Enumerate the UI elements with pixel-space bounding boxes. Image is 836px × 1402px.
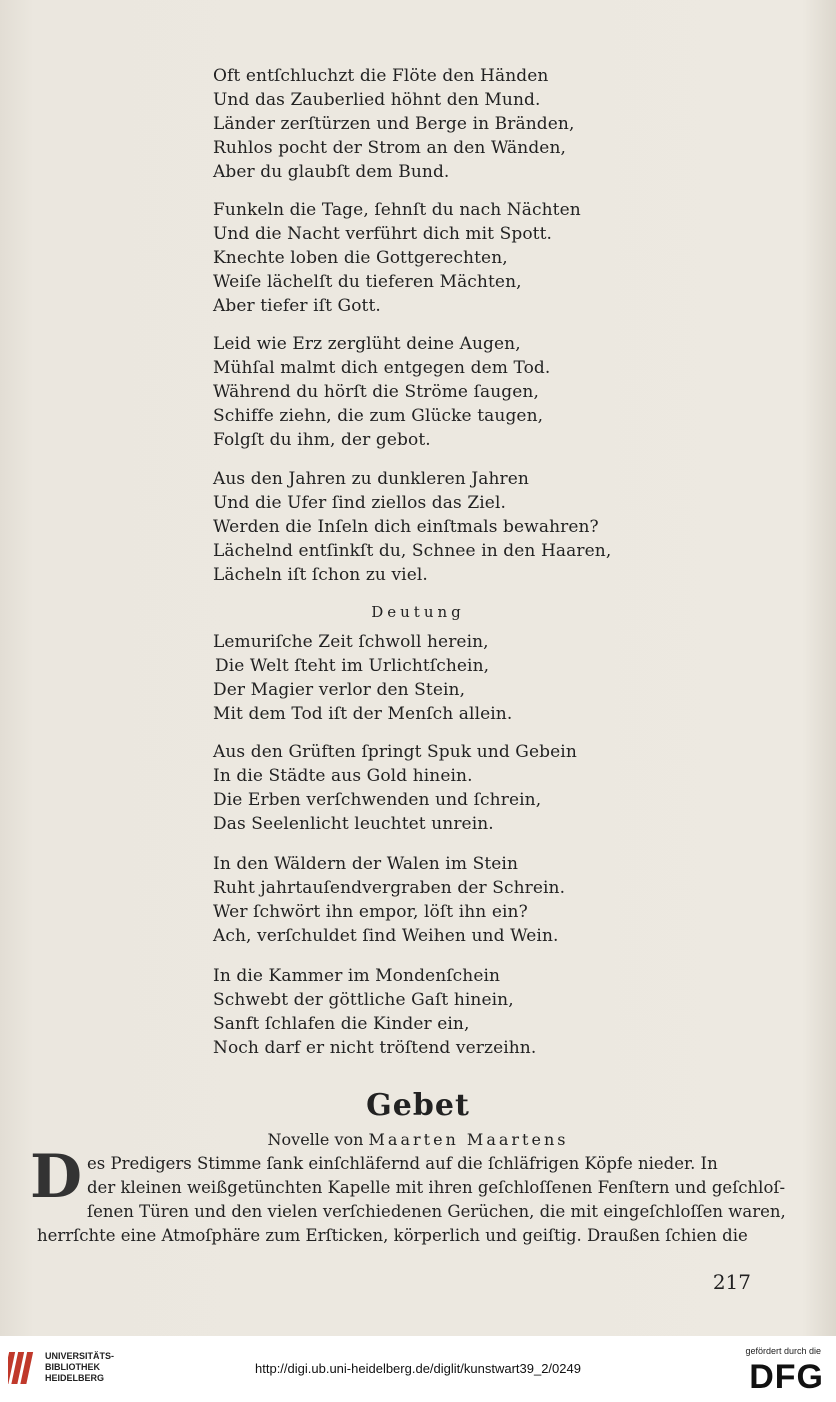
poem-line: Lächelnd entſinkſt du, Schnee in den Haaren, [213,541,612,561]
story-body [37,1152,786,1248]
poem-line: Lemuriſche Zeit ſchwoll herein, [213,632,489,652]
library-line: UNIVERSITÄTS- [45,1351,115,1361]
footer-bar [0,1336,836,1402]
poem-line: Schiffe ziehn, die zum Glücke taugen, [213,406,544,426]
deutung-stanza-3 [213,852,565,948]
poem-line: Aus den Jahren zu dunkleren Jahren [213,469,529,489]
deutung-stanza-4 [213,964,536,1060]
poem-line: Folgſt du ihm, der gebot. [213,430,431,450]
poem-line: Lächeln iſt ſchon zu viel. [213,565,428,585]
poem-line: Leid wie Erz zerglüht deine Augen, [213,334,521,354]
poem-line: Und die Ufer ſind ziellos das Ziel. [213,493,507,513]
drop-cap: D [30,1142,83,1212]
poem-line: Aber du glaubſt dem Bund. [213,162,450,182]
poem-line: Die Erben verſchwenden und ſchrein, [213,790,542,810]
poem-line: Schwebt der göttliche Gaſt hinein, [213,990,514,1010]
prose-line: ſenen Türen und den vielen verſchiedenen Gerüchen, die mit eingeſchloſſen waren, [87,1202,786,1221]
poem-stanza-1 [213,64,574,184]
poem-line: Sanft ſchlafen die Kinder ein, [213,1014,470,1034]
dfg-logo: DFG [749,1358,824,1396]
prose-line: es Predigers Stimme ſank einſchläfernd auf die ſchläfrigen Köpfe nieder. In [87,1154,718,1173]
poem-line: Ruhlos pocht der Strom an den Wänden, [213,138,567,158]
deutung-stanza-2 [213,740,577,836]
poem-line: Weiſe lächelſt du tieferen Mächten, [213,272,522,292]
poem-line: Werden die Inſeln dich einſtmals bewahren? [213,517,599,537]
poem-line: Mit dem Tod iſt der Menſch allein. [213,704,513,724]
poem-stanza-4 [213,467,611,587]
poem-line: Oft entſchluchzt die Flöte den Händen [213,66,549,86]
subtitle-prefix: Novelle von [267,1130,364,1149]
funded-by-label: gefördert durch die [745,1346,821,1356]
poem-line: Während du hörſt die Ströme ſaugen, [213,382,539,402]
poem-line: In die Städte aus Gold hinein. [213,766,473,786]
poem-stanza-3 [213,332,550,452]
poem-line: In den Wäldern der Walen im Stein [213,854,518,874]
deutung-heading: Deutung [371,603,465,621]
poem-line: Ach, verſchuldet ſind Weihen und Wein. [213,926,559,946]
deutung-stanza-1 [213,630,512,726]
prose-line: der kleinen weißgetünchten Kapelle mit ihren geſchloſſenen Fenſtern und geſchloſ- [87,1178,786,1197]
story-title: Gebet [366,1088,470,1123]
poem-line: In die Kammer im Mondenſchein [213,966,501,986]
prose-line: herrſchte eine Atmoſphäre zum Erſticken, körperlich und geiſtig. Draußen ſchien die [37,1226,748,1245]
poem-line: Das Seelenlicht leuchtet unrein. [213,814,494,834]
poem-line: Länder zerſtürzen und Berge in Bränden, [213,114,575,134]
library-line: BIBLIOTHEK [45,1362,100,1372]
poem-line: Ruht jahrtauſendvergraben der Schrein. [213,878,566,898]
poem-line: Und das Zauberlied höhnt den Mund. [213,90,541,110]
library-line: HEIDELBERG [45,1373,105,1383]
poem-line: Noch darf er nicht tröſtend verzeihn. [213,1038,537,1058]
poem-line: Mühſal malmt dich entgegen dem Tod. [213,358,551,378]
poem-line: Wer ſchwört ihn empor, löſt ihn ein? [213,902,528,922]
poem-line: Knechte loben die Gottgerechten, [213,248,508,268]
poem-line: Funkeln die Tage, ſehnſt du nach Nächten [213,200,581,220]
poem-line: Die Welt ſteht im Urlichtſchein, [215,656,490,676]
poem-line: Aus den Grüften ſpringt Spuk und Gebein [213,742,577,762]
poem-stanza-2 [213,198,581,318]
author-name: Maarten Maartens [368,1130,569,1149]
poem-line: Aber tiefer iſt Gott. [213,296,381,316]
story-subtitle [0,1130,836,1149]
document-url-link[interactable]: http://digi.ub.uni-heidelberg.de/diglit/kunstwart39_2/0249 [255,1361,581,1376]
poem-line: Und die Nacht verführt dich mit Spott. [213,224,553,244]
poem-line: Der Magier verlor den Stein, [213,680,466,700]
page-number: 217 [712,1270,751,1294]
